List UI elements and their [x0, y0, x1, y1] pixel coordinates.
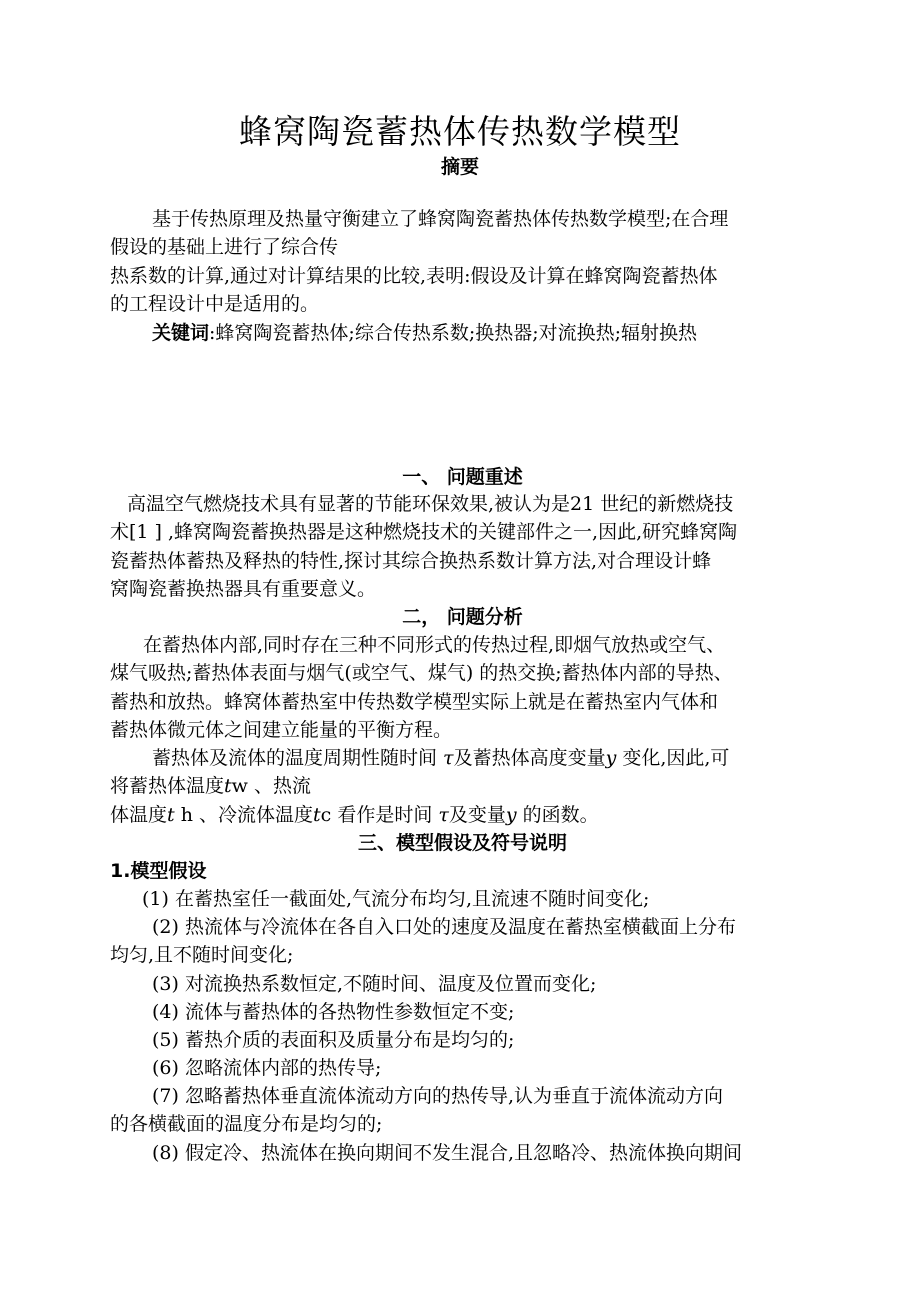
abstract-paragraph	[110, 205, 815, 347]
assumption-item: (6) 忽略流体内部的热传导;	[152, 1057, 382, 1079]
document-title: 蜂窝陶瓷蓄热体传热数学模型	[239, 112, 681, 151]
abstract-line: 的工程设计中是适用的。	[110, 293, 320, 316]
section-heading-2: 二， 问题分析	[402, 606, 523, 628]
abstract-heading: 摘要	[440, 156, 479, 178]
assumption-item: (4) 流体与蓄热体的各热物性参数恒定不变;	[152, 1001, 515, 1023]
section1-line: 术[1 ] ,蜂窝陶瓷蓄换热器是这种燃烧技术的关键部件之一,因此,研究蜂窝陶	[110, 521, 738, 544]
tau-symbol: τ	[443, 747, 454, 769]
section2-p2-line: 将蓄热体温度tw 、热流	[110, 775, 311, 798]
assumption-item: (8) 假定冷、热流体在换向期间不发生混合,且忽略冷、热流体换向期间	[152, 1142, 742, 1164]
th-symbol: t	[167, 803, 175, 826]
section2-paragraph-2	[110, 744, 815, 829]
keywords-line	[110, 319, 815, 347]
abstract-line: 假设的基础上进行了综合传	[110, 236, 339, 259]
section2-line: 蓄热体微元体之间建立能量的平衡方程。	[110, 719, 453, 742]
section1-line: 瓷蓄热体蓄热及释热的特性,探讨其综合换热系数计算方法,对合理设计蜂	[110, 549, 712, 572]
keywords-label: 关键词	[152, 321, 210, 344]
section-heading-3: 三、模型假设及符号说明	[357, 832, 567, 854]
assumption-item: (2) 热流体与冷流体在各自入口处的速度及温度在蓄热室横截面上分布 均匀,且不随时间变化;	[110, 916, 736, 967]
abstract-line: 热系数的计算,通过对计算结果的比较,表明:假设及计算在蜂窝陶瓷蓄热体	[110, 264, 718, 287]
section2-p2-line: 体温度t h 、冷流体温度tc 看作是时间 τ及变量y 的函数。	[110, 803, 599, 826]
subsection-heading-model-assumptions: 1.模型假设	[110, 860, 207, 882]
assumption-item: (5) 蓄热介质的表面积及质量分布是均匀的;	[152, 1029, 515, 1051]
assumption-item: (1) 在蓄热室任一截面处,气流分布均匀,且流速不随时间变化;	[142, 888, 650, 910]
section2-paragraph	[110, 631, 815, 745]
keywords-text: :蜂窝陶瓷蓄热体;综合传热系数;换热器;对流换热;辐射换热	[209, 321, 698, 344]
y-symbol: y	[605, 747, 617, 769]
section2-line: 在蓄热体内部,同时存在三种不同形式的传热过程,即烟气放热或空气、	[143, 634, 726, 656]
tc-symbol: t	[312, 803, 321, 826]
section-heading-1: 一、 问题重述	[402, 466, 523, 488]
abstract-line: 基于传热原理及热量守衡建立了蜂窝陶瓷蓄热体传热数学模型;在合理	[152, 208, 729, 230]
section1-paragraph	[110, 490, 815, 604]
section2-line: 蓄热和放热。蜂窝体蓄热室中传热数学模型实际上就是在蓄热室内气体和	[110, 690, 719, 713]
section2-p2-line: 蓄热体及流体的温度周期性随时间 τ及蓄热体高度变量y 变化,因此,可	[152, 747, 730, 769]
section2-line: 煤气吸热;蓄热体表面与烟气(或空气、煤气) 的热交换;蓄热体内部的导热、	[110, 662, 733, 685]
assumption-item: (3) 对流换热系数恒定,不随时间、温度及位置而变化;	[152, 973, 597, 995]
section1-line: 窝陶瓷蓄换热器具有重要意义。	[110, 578, 377, 601]
tw-symbol: t	[224, 775, 232, 798]
assumption-item: (7) 忽略蓄热体垂直流体流动方向的热传导,认为垂直于流体流动方向 的各横截面的温度分布是均匀的;	[110, 1085, 723, 1136]
section1-line: 高温空气燃烧技术具有显著的节能环保效果,被认为是21 世纪的新燃烧技	[127, 493, 734, 515]
